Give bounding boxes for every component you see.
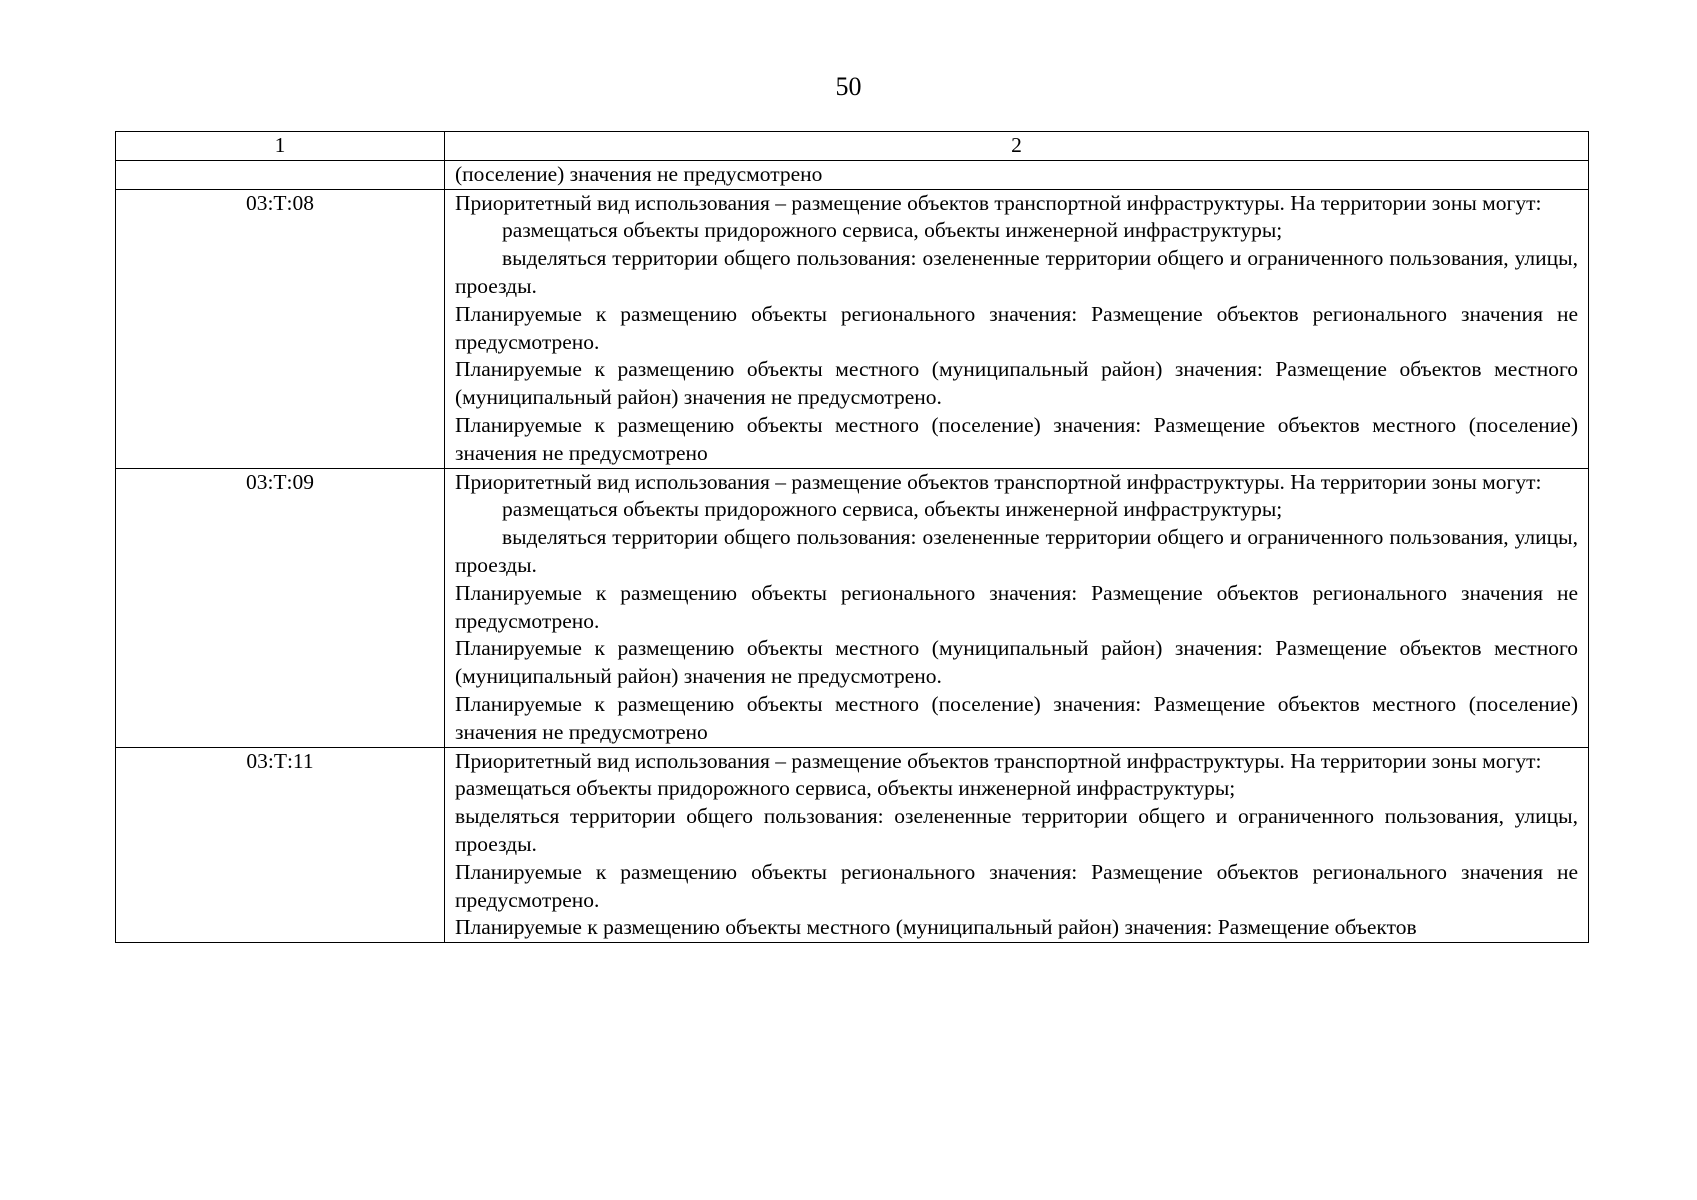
- description-paragraph: размещаться объекты придорожного сервиса, объекты инженерной инфраструктуры;: [455, 776, 1236, 801]
- description-paragraph: Планируемые к размещению объекты местного (поселение) значения: Размещение объектов местного (поселение) значения не предусмотрено: [455, 691, 1578, 744]
- zone-code-cell: 03:Т:11: [116, 747, 445, 943]
- table-row: [116, 468, 1589, 747]
- description-paragraph: выделяться территории общего пользования: озелененные территории общего и ограниченного пользования, улицы, проезды.: [455, 246, 1578, 298]
- table-row: [116, 747, 1589, 943]
- zones-table: [115, 131, 1589, 943]
- description-paragraph: размещаться объекты придорожного сервиса, объекты инженерной инфраструктуры;: [502, 497, 1283, 522]
- description-paragraph: Планируемые к размещению объекты регионального значения: Размещение объектов регионального значения не предусмотрено.: [455, 301, 1578, 354]
- description-paragraph: (поселение) значения не предусмотрено: [455, 161, 823, 186]
- zone-code-cell: [116, 160, 445, 189]
- description-paragraph: Планируемые к размещению объекты местного (поселение) значения: Размещение объектов местного (поселение) значения не предусмотрено: [455, 412, 1578, 465]
- table-header-row: [116, 132, 1589, 161]
- zone-description-cell: [445, 468, 1589, 747]
- column-header-2: 2: [445, 132, 1589, 161]
- table-row: [116, 189, 1589, 468]
- table-body: [116, 160, 1589, 942]
- description-paragraph: размещаться объекты придорожного сервиса, объекты инженерной инфраструктуры;: [502, 218, 1283, 243]
- description-paragraph: Планируемые к размещению объекты регионального значения: Размещение объектов регионального значения не предусмотрено.: [455, 580, 1578, 633]
- zone-code-cell: 03:Т:09: [116, 468, 445, 747]
- description-paragraph: Планируемые к размещению объекты местного (муниципальный район) значения: Размещение объектов местного (муниципальный район) значения не предусмотрено.: [455, 357, 1578, 410]
- description-paragraph: Приоритетный вид использования – размещение объектов транспортной инфраструктуры. На территории зоны могут:: [455, 190, 1542, 215]
- description-paragraph: Планируемые к размещению объекты местного (муниципальный район) значения: Размещение объектов местного (муниципальный район) значения не предусмотрено.: [455, 636, 1578, 689]
- zone-code-cell: 03:Т:08: [116, 189, 445, 468]
- zone-description-cell: [445, 747, 1589, 943]
- table-row: [116, 160, 1589, 189]
- description-paragraph: Планируемые к размещению объекты местного (муниципальный район) значения: Размещение объектов: [455, 915, 1417, 940]
- zone-description-cell: [445, 160, 1589, 189]
- description-paragraph: Приоритетный вид использования – размещение объектов транспортной инфраструктуры. На территории зоны могут:: [455, 748, 1542, 773]
- description-paragraph: Планируемые к размещению объекты регионального значения: Размещение объектов регионального значения не предусмотрено.: [455, 859, 1578, 912]
- page-number: 50: [835, 72, 862, 101]
- column-header-1: 1: [116, 132, 445, 161]
- zone-description-cell: [445, 189, 1589, 468]
- description-paragraph: выделяться территории общего пользования: озелененные территории общего и ограниченного пользования, улицы, проезды.: [455, 804, 1578, 856]
- description-paragraph: выделяться территории общего пользования: озелененные территории общего и ограниченного пользования, улицы, проезды.: [455, 525, 1578, 577]
- description-paragraph: Приоритетный вид использования – размещение объектов транспортной инфраструктуры. На территории зоны могут:: [455, 469, 1542, 494]
